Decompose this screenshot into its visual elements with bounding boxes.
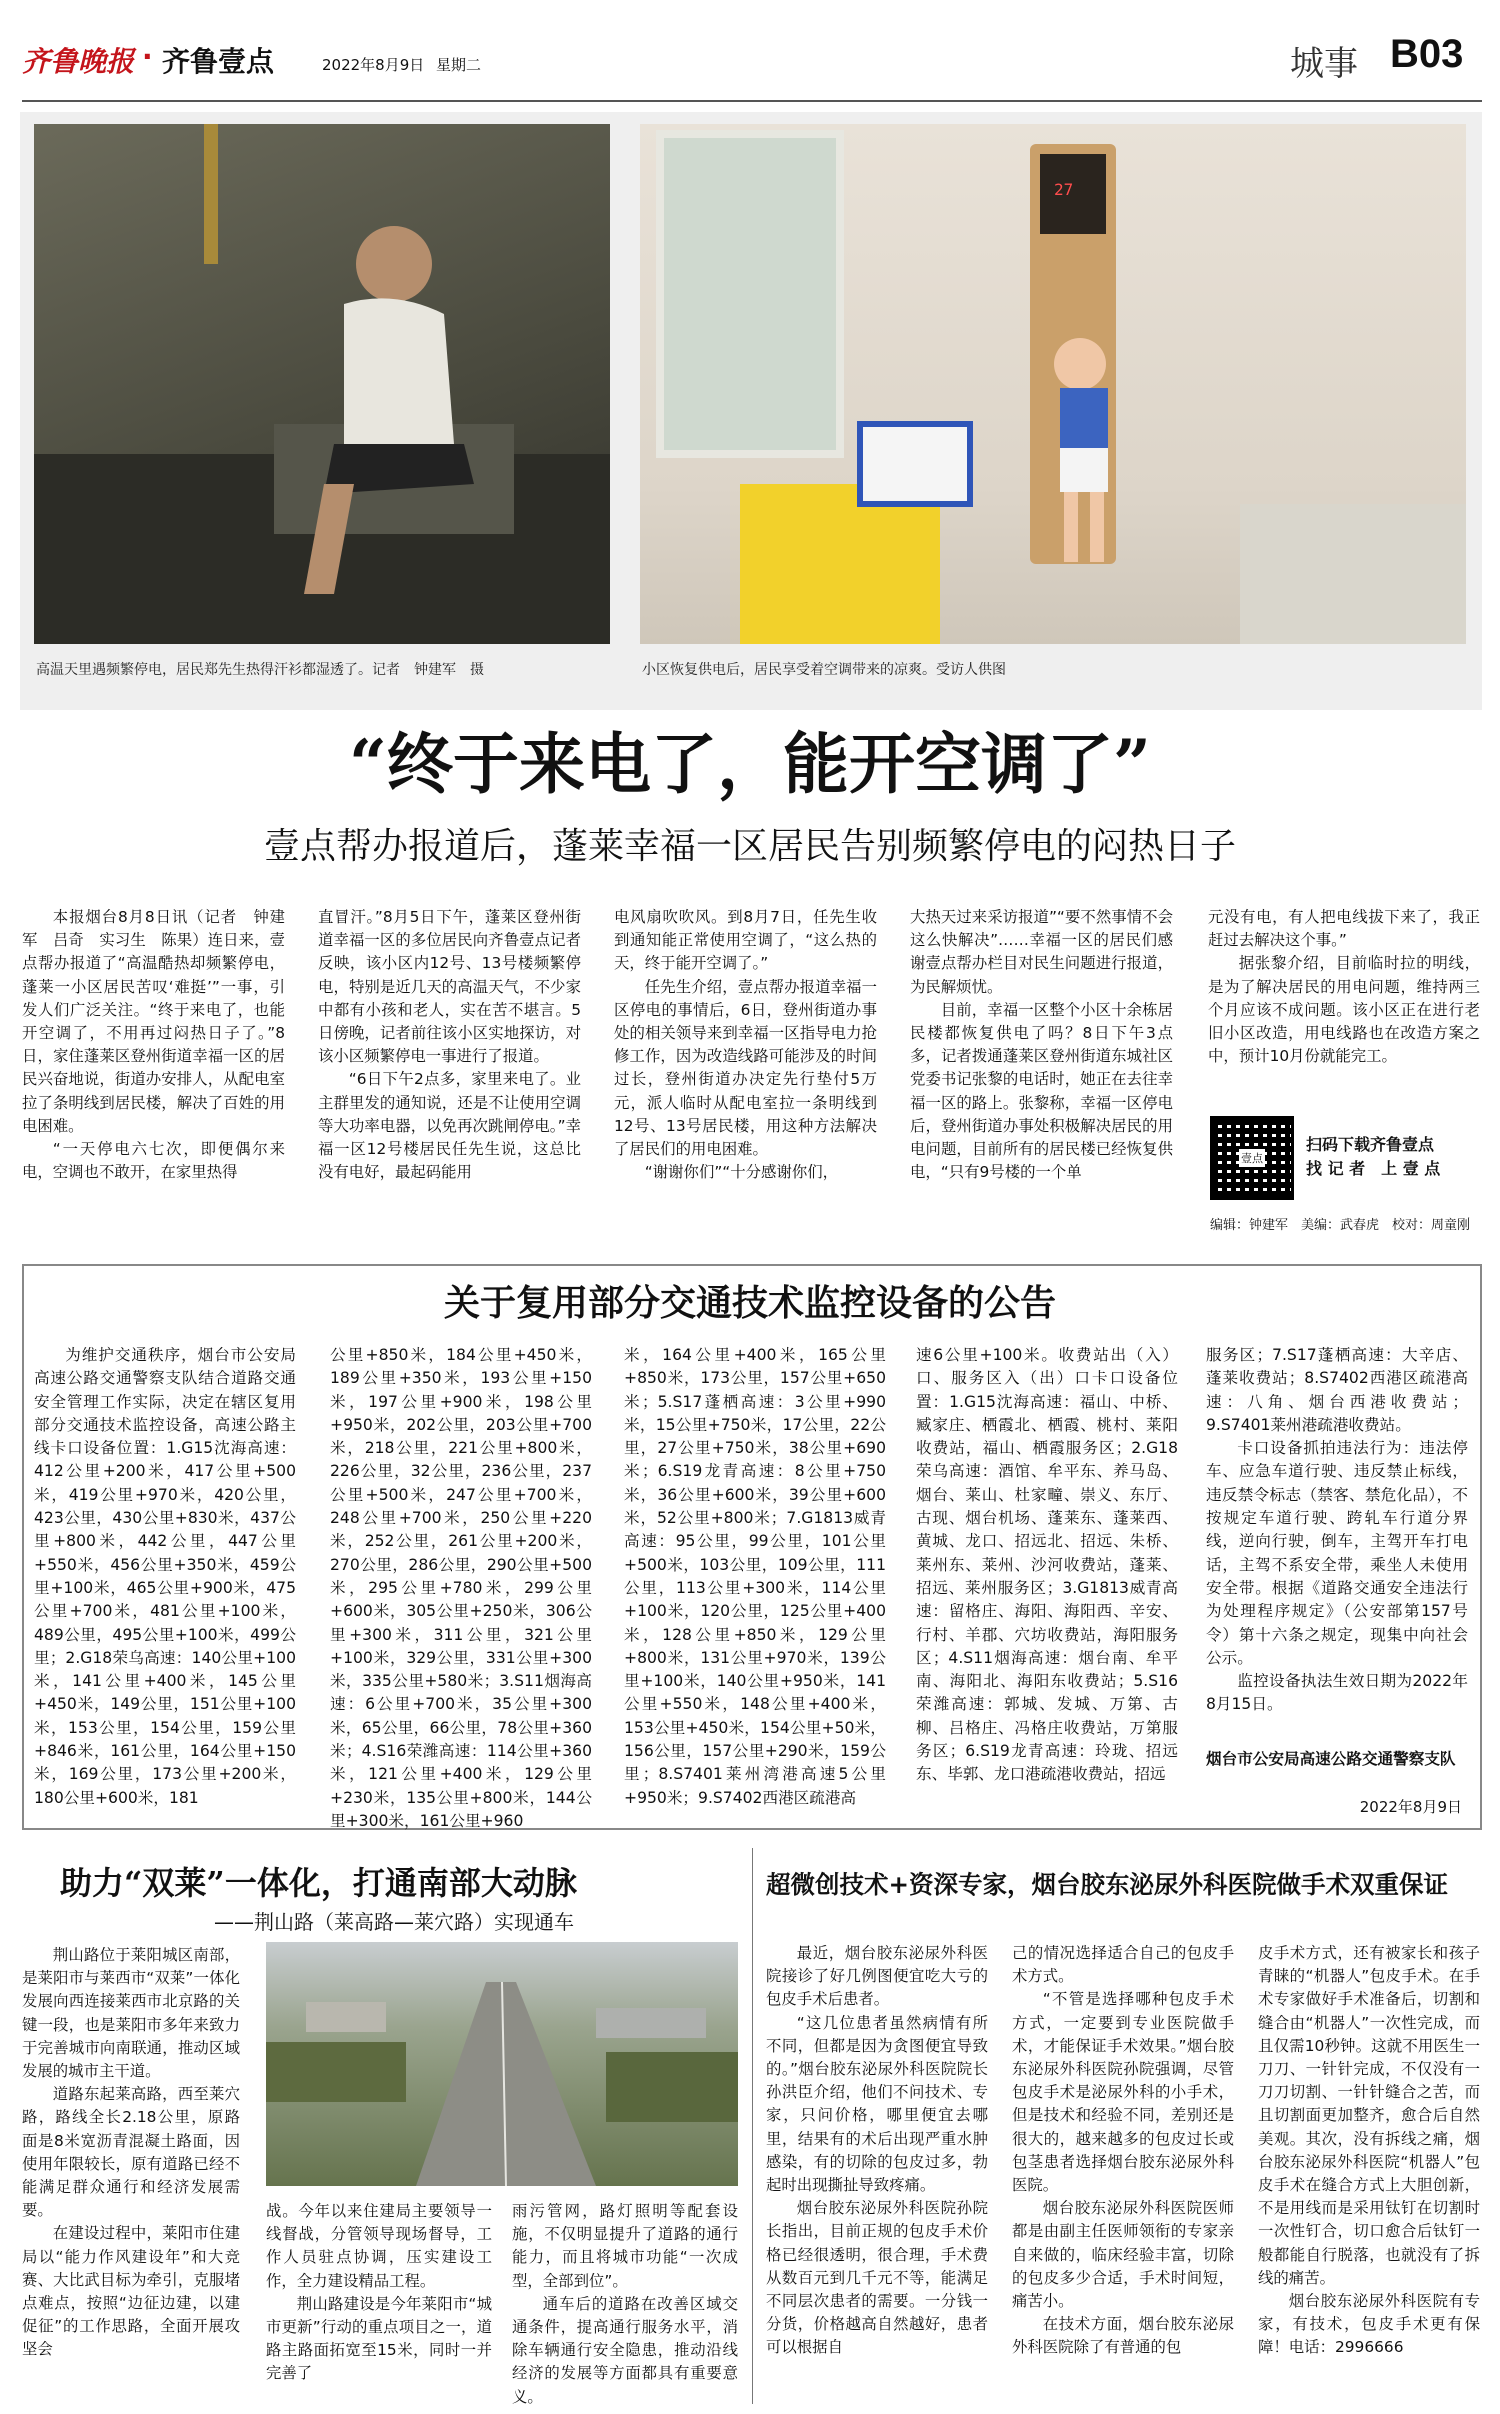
main-headline: “终于来电了，能开空调了”	[349, 725, 1151, 803]
notice-title: 关于复用部分交通技术监控设备的公告	[443, 1282, 1056, 1324]
paragraph: “一天停电六七次，即便偶尔来电，空调也不敢开，在家里热得	[22, 1140, 285, 1182]
paragraph: 元没有电，有人把电线拔下来了，我正赶过去解决这个事。”	[1208, 908, 1480, 950]
story2-mid-column-1	[266, 2200, 492, 2400]
photo-road-aerial	[266, 1942, 738, 2186]
paragraph: 为维护交通秩序，烟台市公安局高速公路交通警察支队结合道路交通安全管理工作实际，决定在辖区复用部分交通技术监控设备，高速公路主线卡口设备位置：1.G15沈海高速：412公里+200米，417公里+500米，419公里+970米，420公里，423公里，430公里+830米，437公里+800米，442公里，447公里+550米，456公里+350米，459公里+100米，465公里+900米，475公里+700米，481公里+100米，489公里，495公里+100米，499公里；2.G18荣乌高速：140公里+100米，141公里+400米，145公里+450米，149公里，151公里+100米，153公里，154公里，159公里+846米，161公里，164公里+150米，169公里，173公里+200米，180公里+600米，181	[34, 1346, 296, 1807]
main-subheadline: 壹点帮办报道后，蓬莱幸福一区居民告别频繁停电的闷热日子	[263, 826, 1236, 867]
paragraph: 米，164公里+400米，165公里+850米，173公里，157公里+650米；5.S17蓬栖高速：3公里+990米，15公里+750米，17公里，22公里，27公里+750米，38公里+690米；6.S19龙青高速：8公里+750米，36公里+600米，39公里+600米，52公里+800米；7.G1813威青高速：95公里，99公里，101公里+500米，103公里，109公里，111公里，113公里+300米，114公里+100米，120公里，125公里+400米，128公里+850米，129公里+800米，131公里+970米，139公里+100米，140公里+950米，141公里+550米，148公里+400米，153公里+450米，154公里+50米，156公里，157公里+290米，159公里；8.S7401莱州湾港高速5公里+950米；9.S7402西港区疏港高	[624, 1346, 886, 1807]
paragraph: “谢谢你们”“十分感谢你们，	[644, 1163, 839, 1182]
story2-headline: 助力“双莱”一体化，打通南部大动脉	[60, 1864, 577, 1902]
paragraph: 在技术方面，烟台胶东泌尿外科医院除了有普通的包	[1012, 2315, 1234, 2357]
masthead-rule	[22, 100, 1482, 102]
paragraph: 本报烟台8月8日讯（记者 钟建军 吕奇 实习生 陈果）连日来，壹点帮办报道了“高温酷热却频繁停电，蓬莱一小区居民苦叹‘难挺’”一事，引发人们广泛关注。“终于来电了，也能开空调了，不用再过闷热日子了。”8日，家住蓬莱区登州街道幸福一区的居民兴奋地说，街道办安排人，从配电室拉了条明线到居民楼，解决了百姓的用电困难。	[22, 908, 285, 1135]
paragraph: “这几位患者虽然病情有所不同，但都是因为贪图便宜导致的。”烟台胶东泌尿外科医院院长孙洪臣介绍，他们不问技术、专家，只问价格，哪里便宜去哪里，结果有的术后出现严重水肿感染，有的切除的包皮过多，勃起时出现撕扯导致疼痛。	[766, 2013, 988, 2195]
main-column-1	[22, 906, 285, 1276]
paragraph: 烟台胶东泌尿外科医院孙院长指出，目前正规的包皮手术价格已经很透明，很合理，手术费从数百元到几千元不等，能满足不同层次患者的需要。一分钱一分货，价格越高自然越好，患者可以根据自	[766, 2199, 988, 2357]
qr-text-line1: 扫码下载齐鲁壹点	[1306, 1135, 1435, 1154]
paragraph: 公里+850米，184公里+450米，189公里+350米，193公里+150米，197公里+900米，198公里+950米，202公里，203公里+700米，218公里，221公里+800米，226公里，32公里，236公里，237公里+500米，247公里+700米，248公里+700米，250公里+220米，252公里，261公里+200米，270公里，286公里，290公里+500米，295公里+780米，299公里+600米，305公里+250米，306公里+300米，311公里，321公里+100米，329公里，331公里+300米，335公里+580米；3.S11烟海高速：6公里+700米，35公里+300米，65公里，66公里，78公里+360米；4.S16荣潍高速：114公里+360米，121公里+400米，129公里+230米，135公里+800米，144公里+300米，161公里+960	[330, 1346, 592, 1830]
paragraph: 战。今年以来住建局主要领导一线督战，分管领导现场督导，工作人员驻点协调，压实建设工作，全力建设精品工程。	[266, 2202, 492, 2290]
paragraph: 荆山路建设是今年莱阳市“城市更新”行动的重点项目之一，道路主路面拓宽至15米，同时一并完善了	[266, 2294, 492, 2383]
main-column-2	[318, 906, 581, 1276]
paragraph: 烟台胶东泌尿外科医院医师都是由副主任医师领衔的专家亲自来做的，临床经验丰富，切除的包皮多少合适，手术时间短，痛苦小。	[1012, 2199, 1234, 2311]
paragraph: 皮手术方式，还有被家长和孩子青睐的“机器人”包皮手术。在手术专家做好手术准备后，切割和缝合由“机器人”一次性完成，而且仅需10秒钟。这就不用医生一刀刀、一针针完成，不仅没有一刀刀切割、一针针缝合之苦，而且切割面更加整齐，愈合后自然美观。其次，没有拆线之痛，烟台胶东泌尿外科医院“机器人”包皮手术在缝合方式上大胆创新，不是用线而是采用钛钉在切割时一次性钉合，切口愈合后钛钉一般都能自行脱落，也就没有了拆线的痛苦。	[1258, 1944, 1480, 2287]
notice-column-3	[624, 1344, 886, 1818]
notice-signature: 烟台市公安局高速公路交通警察支队	[1206, 1750, 1456, 1768]
notice-column-2	[330, 1344, 592, 1830]
column-divider	[752, 1848, 753, 2404]
brand-logo: 齐鲁壹点	[162, 45, 275, 78]
paragraph: 卡口设备抓拍违法行为：违法停车、应急车道行驶、违反禁止标线，违反禁令标志（禁客、禁危化品），不按规定车道行驶、跨轧车行道分界线，逆向行驶，倒车，主驾开车打电话，主驾不系安全带，乘坐人未使用安全带。根据《道路交通安全违法行为处理程序规定》（公安部第157号令）第十六条之规定，现集中向社会公示。	[1206, 1439, 1468, 1667]
paragraph: 通车后的道路在改善区域交通条件，提高通行服务水平，消除车辆通行安全隐患，推动沿线经济的发展等方面都具有重要意义。	[512, 2294, 738, 2406]
story2-left-column	[22, 1944, 240, 2400]
paragraph: 荆山路位于莱阳城区南部，是莱阳市与莱西市“双莱”一体化发展向西连接莱西市北京路的关键一段，也是莱阳市多年来致力于完善城市向南联通，推动区域发展的城市主干道。	[22, 1946, 240, 2081]
paragraph: “6日下午2点多，家里来电了。业主群里发的通知说，还是不让使用空调等大功率电器，以免再次跳闸停电。”幸福一区12号楼居民任先生说，这总比没有电好，最起码能用	[318, 1070, 581, 1182]
living-room-scene	[640, 124, 1466, 644]
paragraph: 电风扇吹吹风。到8月7日，任先生收到通知能正常使用空调了，“这么热的天，终于能开空调了。”	[614, 908, 877, 973]
story3-column-2	[1012, 1942, 1234, 2402]
page-credits: 编辑：钟建军 美编：武春虎 校对：周童刚	[1210, 1218, 1471, 1233]
left-photo-caption: 高温天里遇频繁停电，居民郑先生热得汗衫都湿透了。记者 钟建军 摄	[36, 662, 484, 678]
section-name: 城事	[1290, 44, 1358, 84]
paragraph: 监控设备执法生效日期为2022年8月15日。	[1206, 1672, 1468, 1714]
issue-weekday: 星期二	[436, 56, 482, 74]
notice-column-1	[34, 1344, 296, 1818]
notice-column-5	[1206, 1344, 1468, 1744]
paragraph: 大热天过来采访报道”“要不然事情不会这么快解决”……幸福一区的居民们感谢壹点帮办栏目对民生问题进行报道，为民解烦忧。	[910, 908, 1173, 996]
main-column-4	[910, 906, 1173, 1276]
issue-date: 2022年8月9日	[322, 56, 425, 74]
paragraph: 雨污管网，路灯照明等配套设施，不仅明显提升了道路的通行能力，而且将城市功能“一次成型，全部到位”。	[512, 2202, 738, 2290]
paragraph: 最近，烟台胶东泌尿外科医院接诊了好几例图便宜吃大亏的包皮手术后患者。	[766, 1944, 988, 2009]
notice-date: 2022年8月9日	[1359, 1798, 1462, 1816]
story2-subhead: ——荆山路（莱高路—莱穴路）实现通车	[214, 1910, 574, 1934]
story3-column-1	[766, 1942, 988, 2402]
paragraph: 道路东起莱高路，西至莱穴路，路线全长2.18公里，原路面是8米宽沥青混凝土路面，因使用年限较长，原有道路已经不能满足群众通行和经济发展需要。	[22, 2085, 240, 2220]
qr-code[interactable]	[1210, 1116, 1294, 1200]
story2-mid-column-2	[512, 2200, 738, 2406]
notice-column-4	[916, 1344, 1178, 1818]
paragraph: 速6公里+100米。收费站出（入）口、服务区入（出）口卡口设备位置：1.G15沈海高速：福山、中桥、臧家庄、栖霞北、栖霞、桃村、莱阳收费站，福山、栖霞服务区；2.G18荣乌高速：酒馆、牟平东、养马岛、烟台、莱山、杜家疃、崇义、东厅、古现、烟台机场、蓬莱东、蓬莱西、黄城、龙口、招远北、招远、朱桥、莱州东、莱州、沙河收费站，蓬莱、招远、莱州服务区；3.G1813威青高速：留格庄、海阳、海阳西、辛安、行村、羊郡、穴坊收费站，海阳服务区；4.S11烟海高速：烟台南、牟平南、海阳北、海阳东收费站；5.S16荣潍高速：郭城、发城、万第、古柳、吕格庄、冯格庄收费站，万第服务区；6.S19龙青高速：玲珑、招远东、毕郭、龙口港疏港收费站，招远	[916, 1346, 1178, 1784]
main-column-5	[1208, 906, 1480, 1106]
paragraph: 在建设过程中，莱阳市住建局以“能力作风建设年”和大竞赛、大比武目标为牵引，克服堵点难点，按照“边征边建，以建促征”的工作思路，全面开展攻坚会	[22, 2224, 240, 2359]
qr-center-label: 壹点	[1239, 1149, 1265, 1167]
paragraph: 据张黎介绍，目前临时拉的明线，是为了解决居民的用电问题，维持两三个月应该不成问题。该小区正在进行老旧小区改造，用电线路也在改造方案之中，预计10月份就能完工。	[1208, 954, 1480, 1066]
story3-headline: 超微创技术+资深专家，烟台胶东泌尿外科医院做手术双重保证	[766, 1870, 1449, 1899]
road-aerial-scene	[266, 1942, 738, 2186]
qr-text-line2: 找 记 者 上 壹 点	[1306, 1159, 1441, 1178]
man-silhouette	[34, 124, 610, 644]
paragraph: 己的情况选择适合自己的包皮手术方式。	[1012, 1944, 1234, 1986]
ac-temperature-display: 27	[1054, 180, 1074, 199]
story3-column-3	[1258, 1942, 1480, 2402]
paragraph: 直冒汗。”8月5日下午，蓬莱区登州街道幸福一区的多位居民向齐鲁壹点记者反映，该小区内12号、13号楼频繁停电，特别是近几天的高温天气，不少家中都有小孩和老人，实在苦不堪言。5日傍晚，记者前往该小区实地探访，对该小区频繁停电一事进行了报道。	[318, 908, 581, 1066]
separator: ·	[142, 40, 153, 73]
paragraph: 任先生介绍，壹点帮办报道幸福一区停电的事情后，6日，登州街道办事处的相关领导来到幸福一区指导电力抢修工作，因为改造线路可能涉及的时间过长，登州街道办决定先行垫付5万元，派人临时从配电室拉一条明线到12号、13号居民楼，用这种方法解决了居民们的用电困难。	[614, 977, 877, 1159]
right-photo-caption: 小区恢复供电后，居民享受着空调带来的凉爽。受访人供图	[642, 662, 1006, 678]
paragraph: “不管是选择哪种包皮手术方式，一定要到专业医院做手术，才能保证手术效果。”烟台胶东泌尿外科医院孙院强调，尽管包皮手术是泌尿外科的小手术，但是技术和经验不同，差别还是很大的，越来越多的包皮过长或包茎患者选择烟台胶东泌尿外科医院。	[1012, 1990, 1234, 2195]
photo-man-in-heat	[34, 124, 610, 644]
paragraph: 目前，幸福一区整个小区十余栋居民楼都恢复供电了吗？8日下午3点多，记者拨通蓬莱区登州街道东城社区党委书记张黎的电话时，她正在去往幸福一区的路上。张黎称，幸福一区停电后，登州街道办事处积极解决居民的用电问题，目前所有的居民楼已经恢复供电，“只有9号楼的一个单	[910, 1000, 1173, 1182]
paper-logo: 齐鲁晚报	[22, 45, 135, 78]
page-number: B03	[1390, 32, 1464, 76]
masthead	[22, 30, 1482, 90]
paragraph: 烟台胶东泌尿外科医院有专家，有技术，包皮手术更有保障！电话：2996666	[1258, 2292, 1480, 2357]
paragraph: 服务区；7.S17蓬栖高速：大辛店、蓬莱收费站；8.S7402西港区疏港高速：八角、烟台西港收费站；9.S7401莱州港疏港收费站。	[1206, 1346, 1468, 1434]
main-column-3	[614, 906, 877, 1276]
photo-child-air-conditioner	[640, 124, 1466, 644]
